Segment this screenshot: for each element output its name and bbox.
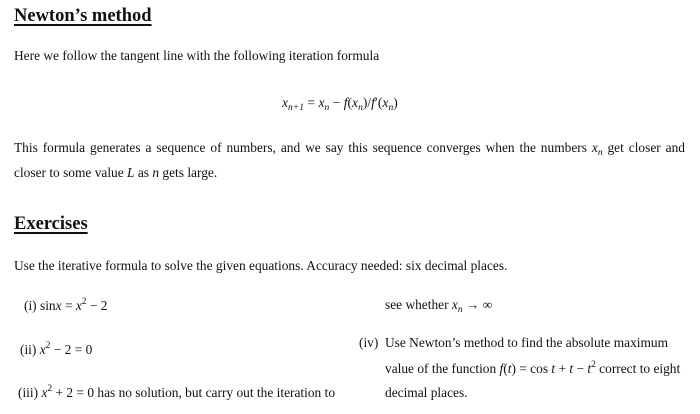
exercise-iv-t2: t xyxy=(551,361,556,376)
exercise-ii xyxy=(20,341,92,358)
para-line-2-b: as xyxy=(134,165,153,180)
exercise-iv-line-3: decimal places. xyxy=(385,385,468,400)
exercise-iii-cont-arrow: → ∞ xyxy=(462,297,493,312)
exercise-iv-minus: − xyxy=(573,361,588,376)
exercise-iii-label: (iii) xyxy=(18,385,42,400)
formula-f-close: ) xyxy=(362,95,368,110)
exercise-iv-line-1: Use Newton’s method to find the absolute maximum xyxy=(385,335,669,350)
exercise-i-sin: sin xyxy=(40,298,56,313)
exercise-iv-exp: 2 xyxy=(591,360,596,370)
formula-fp-arg-sub: n xyxy=(388,103,394,113)
exercise-iii-cont-sub: n xyxy=(457,305,463,315)
para-var-n: n xyxy=(152,165,160,180)
exercises-intro: Use the iterative formula to solve the given equations. Accuracy needed: six decimal places. xyxy=(14,258,508,273)
formula-x-sub: n xyxy=(324,103,330,113)
para-var-L: L xyxy=(127,165,135,180)
exercise-iv-t4: t xyxy=(587,361,592,376)
exercise-iv-t3: t xyxy=(569,361,574,376)
para-line-1-var xyxy=(591,140,603,158)
exercise-iv-t: t xyxy=(507,361,512,376)
para-line-1-a: This formula generates a sequence of numbers, and we say this sequence converges when the numbers xyxy=(14,140,592,155)
para-line-1 xyxy=(14,140,685,158)
exercise-iv-line-2-a: value of the function xyxy=(385,361,500,376)
iteration-formula xyxy=(282,95,398,113)
exercise-i-exp: 2 xyxy=(81,297,87,307)
exercise-iii xyxy=(18,384,335,401)
exercise-i-x2: x xyxy=(75,298,82,313)
exercise-iv-open: ( xyxy=(503,361,508,376)
formula-fprime: f xyxy=(371,95,375,110)
para-line-1-b: get closer and xyxy=(602,140,685,155)
formula-x: x xyxy=(318,95,325,110)
formula-slash: / xyxy=(367,95,372,110)
exercise-ii-exp: 2 xyxy=(45,341,51,351)
formula-lhs-sub: n+1 xyxy=(288,103,304,113)
formula-f-arg-sub: n xyxy=(358,103,363,113)
formula-prime: ′ xyxy=(374,95,378,110)
exercise-ii-rest: − 2 = 0 xyxy=(50,342,93,357)
exercise-iv-mid: ) = cos xyxy=(511,361,552,376)
exercise-ii-x: x xyxy=(39,342,46,357)
exercise-iv-line-2-b: correct to eight xyxy=(595,361,681,376)
exercise-iv-f: f xyxy=(499,361,504,376)
exercise-ii-label: (ii) xyxy=(20,342,40,357)
section-title-exercises: Exercises xyxy=(14,214,88,234)
para-var-x-sub: n xyxy=(597,148,603,158)
formula-minus: − xyxy=(329,95,344,110)
exercise-i-eq: = xyxy=(61,298,76,313)
exercise-iii-continued xyxy=(385,297,492,315)
formula-f-open: ( xyxy=(347,95,353,110)
formula-f-arg: x xyxy=(352,95,359,110)
formula-fp-open: ( xyxy=(377,95,383,110)
section-title-newtons-method: Newton’s method xyxy=(14,6,152,26)
exercise-iii-exp: 2 xyxy=(47,384,53,394)
exercise-iii-cont-x: x xyxy=(451,297,458,312)
exercise-i xyxy=(24,297,108,314)
exercise-i-x: x xyxy=(55,298,62,313)
para-line-2-c: gets large. xyxy=(159,165,218,180)
exercise-iii-rest: + 2 = 0 has no solution, but carry out the iteration to xyxy=(52,385,336,400)
exercise-iv-line-2 xyxy=(385,360,680,377)
para-var-x: x xyxy=(591,140,598,155)
formula-fp-close: ) xyxy=(393,95,398,110)
formula-f: f xyxy=(343,95,348,110)
exercise-iv-label: (iv) xyxy=(359,335,379,350)
exercise-iv-plus: + xyxy=(555,361,570,376)
para-line-2 xyxy=(14,165,217,181)
formula-fp-arg: x xyxy=(382,95,389,110)
formula-lhs: x xyxy=(282,95,289,110)
para-line-2-a: closer to some value xyxy=(14,165,128,180)
formula-eq: = xyxy=(303,95,319,110)
exercise-i-rest: − 2 xyxy=(86,298,108,313)
exercise-i-label: (i) xyxy=(24,298,40,313)
exercise-iii-cont-text: see whether xyxy=(385,297,452,312)
exercise-iii-x: x xyxy=(41,385,48,400)
intro-text: Here we follow the tangent line with the following iteration formula xyxy=(14,48,380,63)
